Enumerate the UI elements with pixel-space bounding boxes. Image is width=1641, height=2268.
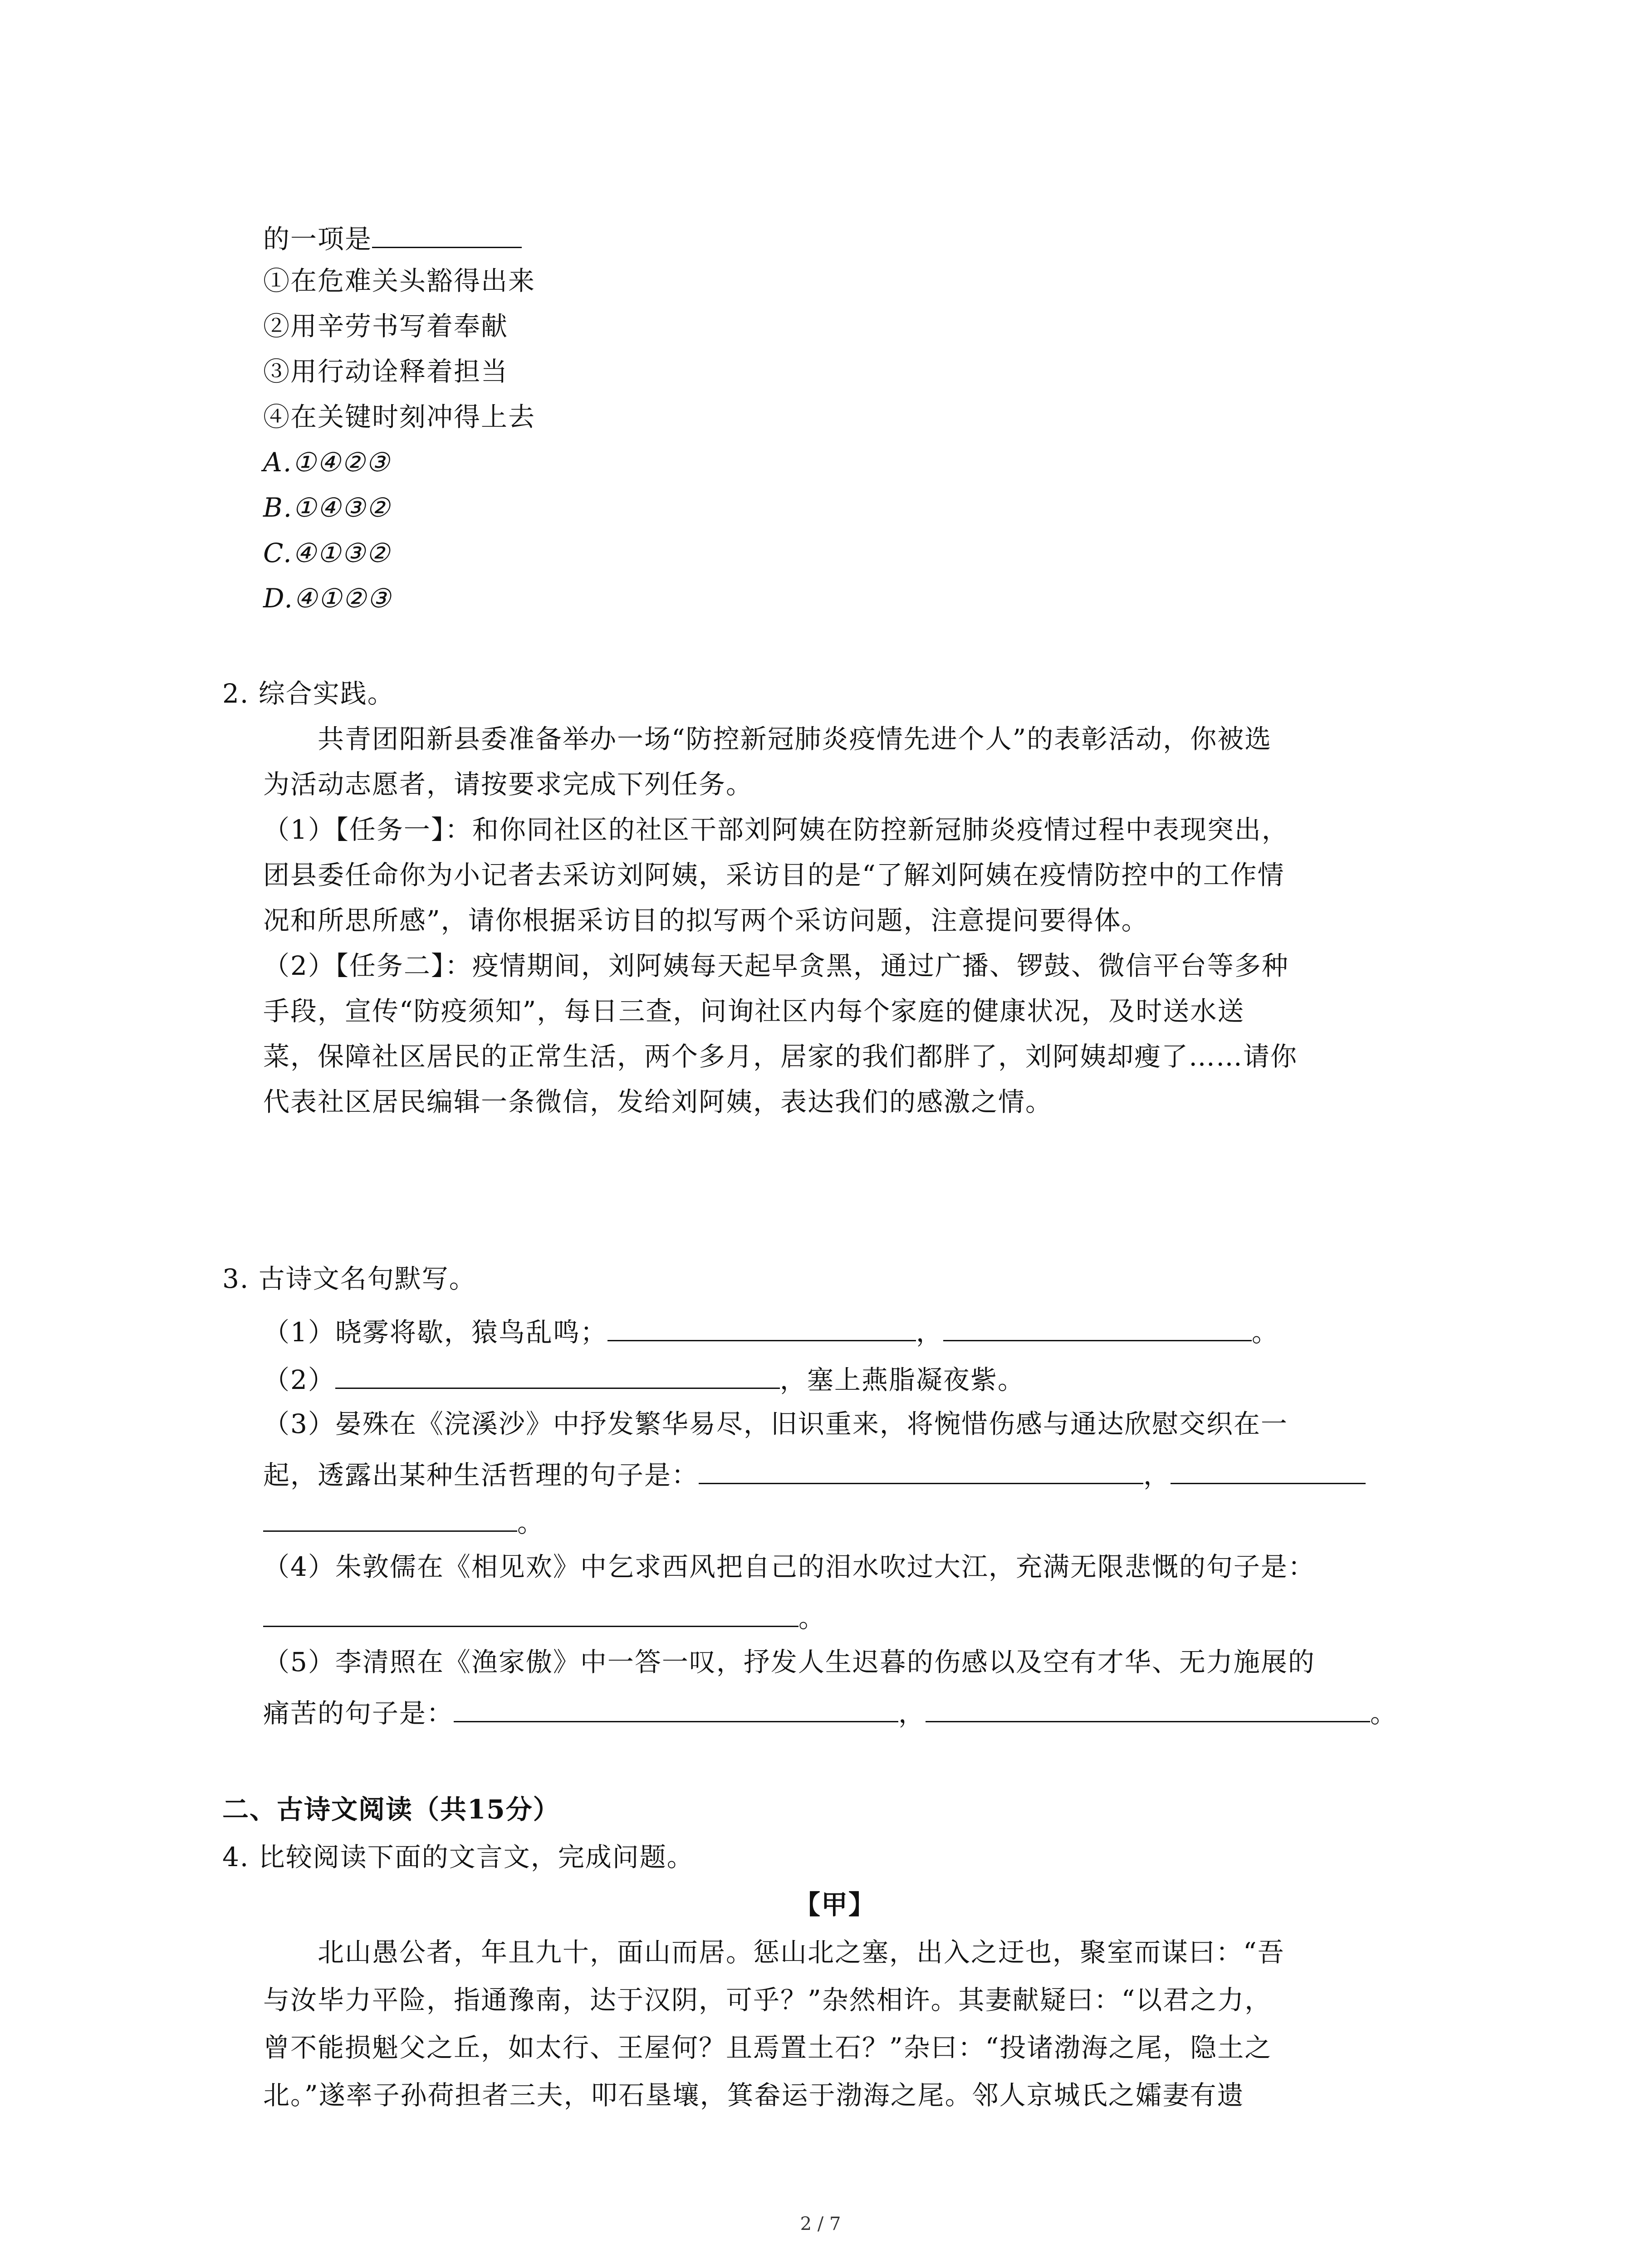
q4-passage-line-3: 曾不能损魁父之丘，如太行、王屋何？且焉置土石？”杂曰：“投诸渤海之尾，隐土之 [263, 2032, 1272, 2063]
q1-option-c[interactable]: C.④①③② [263, 538, 391, 568]
q4-passage-line-1: 北山愚公者，年且九十，面山而居。惩山北之塞，出入之迂也，聚室而谋曰：“吾 [318, 1937, 1285, 1968]
q2-task1-line-2: 团县委任命你为小记者去采访刘阿姨，采访目的是“了解刘阿姨在疫情防控中的工作情 [263, 860, 1285, 890]
q3-s1-blank-2[interactable] [943, 1315, 1252, 1341]
q3-s3-blank-2-cont[interactable] [263, 1506, 517, 1532]
q3-s5-blank-1[interactable] [454, 1696, 898, 1722]
q3-title: 3. 古诗文名句默写。 [222, 1263, 476, 1294]
q3-sentence-4-line-1: （4）朱敦儒在《相见欢》中乞求西风把自己的泪水吹过大江，充满无限悲慨的句子是： [263, 1551, 1315, 1582]
q1-item-4: ④在关键时刻冲得上去 [263, 401, 536, 432]
q1-item-3: ③用行动诠释着担当 [263, 356, 509, 387]
q3-sentence-5-line-2: 痛苦的句子是： ， 。 [263, 1696, 1397, 1726]
q2-task2-line-2: 手段，宣传“防疫须知”，每日三查，问询社区内每个家庭的健康状况，及时送水送 [263, 996, 1245, 1026]
q4-title: 4. 比较阅读下面的文言文，完成问题。 [222, 1842, 694, 1872]
section-2-heading: 二、古诗文阅读（共15分） [222, 1794, 560, 1825]
q1-stem-end: 的一项是 [263, 222, 522, 252]
q1-item-2: ②用辛劳书写着奉献 [263, 311, 509, 342]
q1-option-d[interactable]: D.④①②③ [263, 583, 392, 614]
q3-sentence-3-line-3: 。 [263, 1506, 544, 1536]
q1-item-1: ①在危难关头豁得出来 [263, 265, 536, 296]
q4-passage-line-2: 与汝毕力平险，指通豫南，达于汉阴，可乎？”杂然相许。其妻献疑曰：“以君之力， [263, 1984, 1272, 2015]
q2-task2-line-1: （2）【任务二】：疫情期间，刘阿姨每天起早贪黑，通过广播、锣鼓、微信平台等多种 [263, 950, 1289, 981]
q3-sentence-3-line-2: 起，透露出某种生活哲理的句子是： ， [263, 1458, 1366, 1488]
q3-sentence-2: （2） ，塞上燕脂凝夜紫。 [263, 1363, 1025, 1393]
q3-sentence-3-line-1: （3）晏殊在《浣溪沙》中抒发繁华易尽，旧识重来，将惋惜伤感与通达欣慰交织在一 [263, 1408, 1288, 1439]
q1-option-a[interactable]: A.①④②③ [263, 447, 391, 478]
q2-task1-line-1: （1）【任务一】：和你同社区的社区干部刘阿姨在防控新冠肺炎疫情过程中表现突出， [263, 814, 1289, 845]
q4-passage-label: 【甲】 [794, 1889, 876, 1920]
q3-s4-blank[interactable] [263, 1601, 798, 1627]
q2-title: 2. 综合实践。 [222, 678, 395, 709]
q3-s1-blank-1[interactable] [607, 1315, 916, 1341]
q3-sentence-4-line-2: 。 [263, 1601, 826, 1631]
q3-s5-blank-2[interactable] [926, 1696, 1370, 1722]
page-number: 2 / 7 [800, 2214, 841, 2234]
q2-task2-line-3: 菜，保障社区居民的正常生活，两个多月，居家的我们都胖了，刘阿姨却瘦了……请你 [263, 1041, 1298, 1072]
q3-sentence-5-line-1: （5）李清照在《渔家傲》中一答一叹，抒发人生迟暮的伤感以及空有才华、无力施展的 [263, 1647, 1315, 1677]
q1-option-b[interactable]: B.①④③② [263, 492, 391, 523]
q2-intro-line-1: 共青团阳新县委准备举办一场“防控新冠肺炎疫情先进个人”的表彰活动，你被选 [318, 723, 1272, 754]
q4-passage-line-4: 北。”遂率子孙荷担者三夫，叩石垦壤，箕畚运于渤海之尾。邻人京城氏之孀妻有遗 [263, 2080, 1244, 2111]
q3-s3-blank-2[interactable] [1171, 1458, 1366, 1484]
q2-task1-line-3: 况和所思所感”，请你根据采访目的拟写两个采访问题，注意提问要得体。 [263, 905, 1149, 936]
q3-sentence-1: （1）晓雾将歇，猿鸟乱鸣； ， 。 [263, 1315, 1279, 1345]
q2-task2-line-4: 代表社区居民编辑一条微信，发给刘阿姨，表达我们的感激之情。 [263, 1086, 1053, 1117]
q3-s2-blank[interactable] [335, 1363, 780, 1389]
q3-s3-blank-1[interactable] [699, 1458, 1143, 1484]
q1-answer-blank[interactable] [372, 222, 522, 248]
q2-intro-line-2: 为活动志愿者，请按要求完成下列任务。 [263, 769, 754, 800]
